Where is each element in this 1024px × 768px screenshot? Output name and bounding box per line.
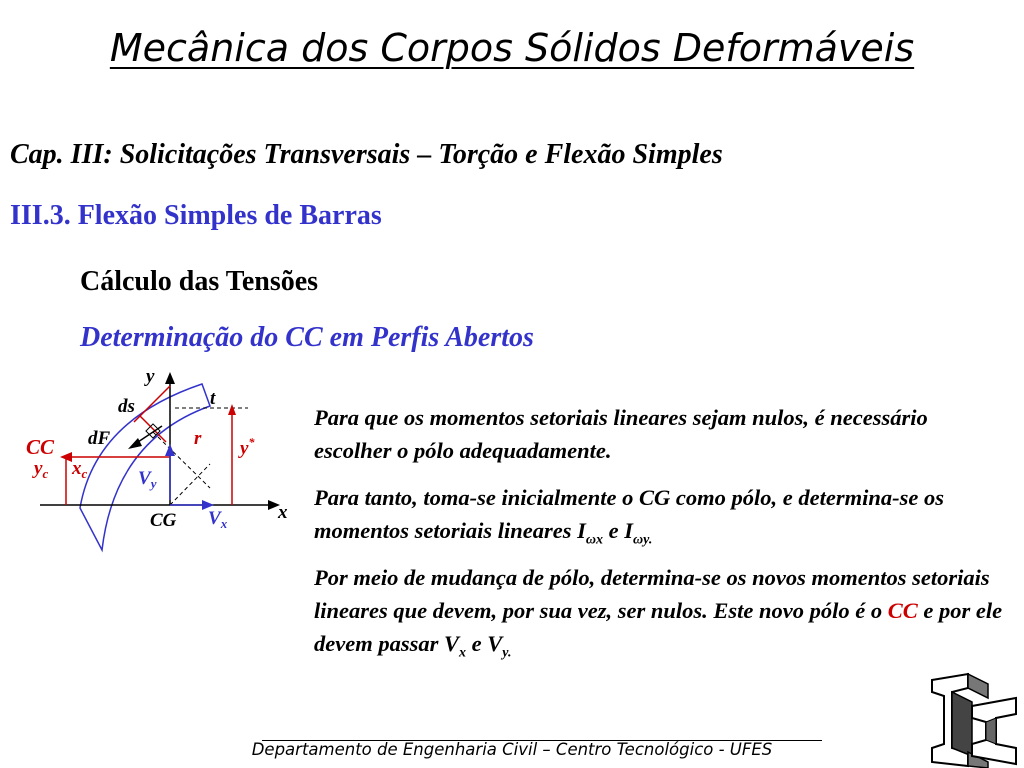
paragraph-1: Para que os momentos setoriais lineares sejam nulos, é necessário escolher o pólo adequadamente.: [314, 405, 928, 463]
vy-label: $V_y$: [138, 468, 157, 491]
x-axis-label: x: [278, 502, 288, 523]
paragraph-2: Para tanto, toma-se inicialmente o CG como pólo, e determina-se os momentos setoriais lineares $I_{\omega x}$ e $I_{\omega y.}$: [314, 485, 944, 548]
cc-label: CC: [26, 435, 55, 459]
cg-label: CG: [150, 510, 177, 531]
shear-center-diagram: [20, 360, 320, 560]
xc-label: $x_c$: [72, 458, 88, 481]
ds-label: ds: [118, 396, 135, 417]
steel-beam-icon: [926, 670, 1024, 768]
section-heading: III.3. Flexão Simples de Barras: [10, 200, 382, 231]
paragraph-3: Por meio de mudança de pólo, determina-se os novos momentos setoriais lineares que devem, por sua vez, ser nulos. Este novo pólo é o CC e por ele devem passar $V_x$ e $V_{y.}$: [314, 565, 1003, 661]
dF-label: dF: [88, 428, 111, 449]
y-axis-arrow: [165, 372, 175, 384]
subheading: Cálculo das Tensões: [80, 266, 319, 297]
cc-highlight: CC: [887, 598, 918, 623]
vx-label: $V_x$: [208, 508, 228, 531]
yc-label: $y_c$: [34, 458, 49, 481]
t-label: t: [210, 388, 216, 409]
page-title: Mecânica dos Corpos Sólidos Deformáveis: [109, 26, 915, 70]
y-axis-label: y: [146, 366, 155, 387]
ystar-label: y*: [240, 435, 255, 459]
open-profile-outline: [80, 384, 210, 550]
footer: Departamento de Engenharia Civil – Centro Tecnológico - UFES: [251, 740, 773, 759]
subsubheading: Determinação do CC em Perfis Abertos: [80, 322, 534, 353]
r-label: r: [194, 428, 202, 449]
chapter-heading: Cap. III: Solicitações Transversais – Torção e Flexão Simples: [10, 139, 723, 170]
